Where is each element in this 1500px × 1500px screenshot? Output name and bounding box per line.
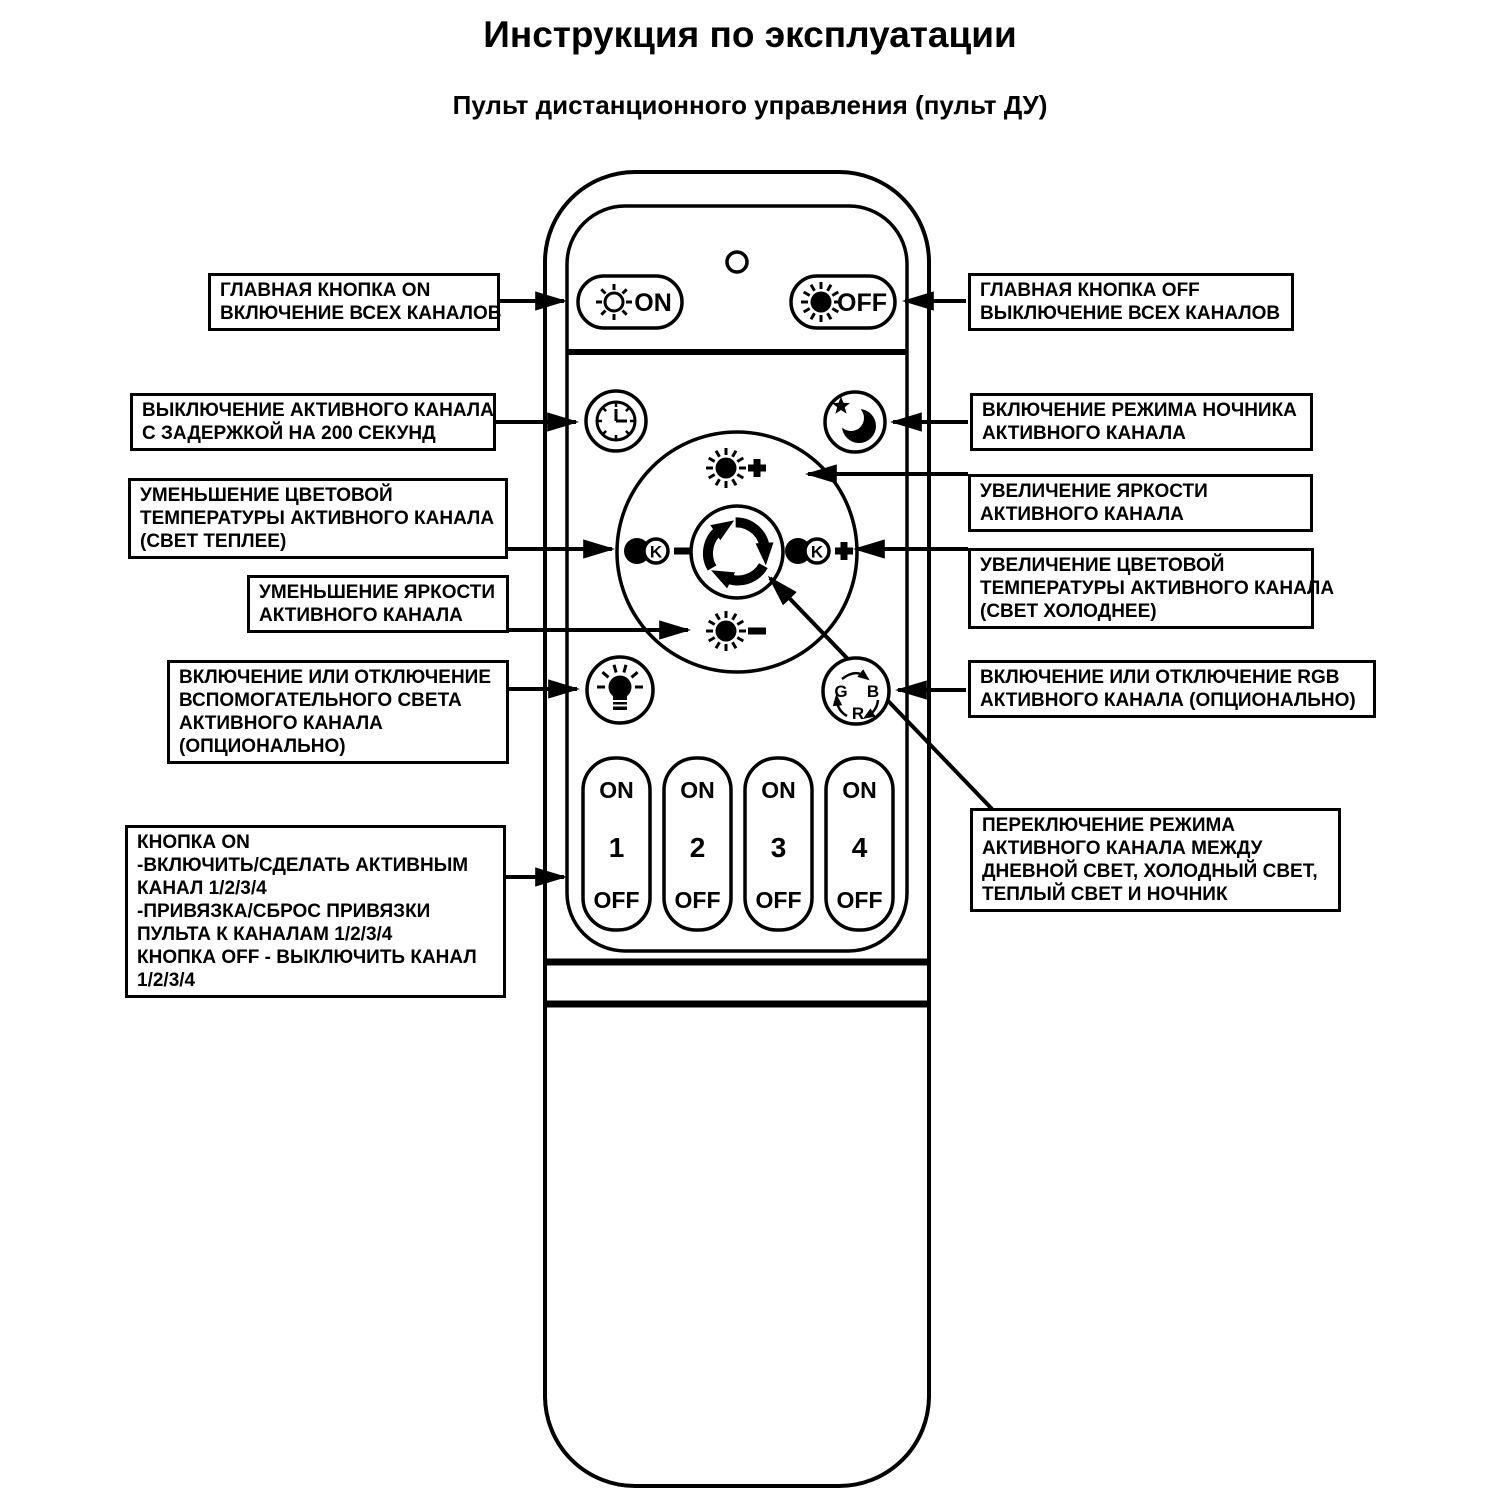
channel-2-on-label: ON — [680, 777, 715, 803]
callout-line: ТЕМПЕРАТУРЫ АКТИВНОГО КАНАЛА — [140, 508, 495, 529]
mode-cycle-button — [691, 506, 783, 598]
channel-button-3 — [745, 758, 812, 930]
kelvin-letter: K — [649, 542, 663, 562]
rgb-r-label: R — [851, 704, 865, 723]
callout-line: КНОПКА OFF - ВЫКЛЮЧИТЬ КАНАЛ — [137, 947, 477, 968]
channel-3-number: 3 — [770, 832, 787, 863]
channel-button-1 — [583, 758, 650, 930]
callout-brightness-down — [247, 575, 509, 633]
callout-line: УМЕНЬШЕНИЕ ЦВЕТОВОЙ — [140, 485, 393, 506]
channel-1-number: 1 — [608, 832, 625, 863]
callout-line: -ПРИВЯЗКА/СБРОС ПРИВЯЗКИ — [137, 901, 431, 922]
callout-main-on — [208, 273, 500, 331]
rgb-button — [823, 658, 889, 724]
callout-line: АКТИВНОГО КАНАЛА — [982, 423, 1186, 444]
callout-line: ВЫКЛЮЧЕНИЕ АКТИВНОГО КАНАЛА — [142, 400, 494, 421]
callout-line: ВЫКЛЮЧЕНИЕ ВСЕХ КАНАЛОВ — [980, 303, 1281, 324]
channel-4-on-label: ON — [842, 777, 877, 803]
sun-outline-icon — [596, 284, 632, 320]
channel-button-2 — [664, 758, 731, 930]
callout-line: (СВЕТ ТЕПЛЕЕ) — [140, 531, 287, 552]
clock-icon — [597, 402, 635, 440]
callout-line: КАНАЛ 1/2/3/4 — [137, 878, 267, 899]
callout-line: (СВЕТ ХОЛОДНЕЕ) — [980, 601, 1157, 622]
main-on-button — [578, 276, 682, 328]
callout-temp-down — [128, 478, 508, 559]
callout-line: 1/2/3/4 — [137, 970, 196, 991]
delay-off-button — [586, 391, 646, 451]
callout-line: УВЕЛИЧЕНИЕ ЦВЕТОВОЙ — [980, 555, 1225, 576]
callout-main-off — [968, 273, 1294, 331]
callout-line: ГЛАВНАЯ КНОПКА OFF — [980, 280, 1200, 301]
main-on-label: ON — [634, 289, 672, 317]
rgb-b-label: B — [866, 682, 880, 701]
callout-line: УВЕЛИЧЕНИЕ ЯРКОСТИ — [980, 481, 1208, 502]
callout-line: УМЕНЬШЕНИЕ ЯРКОСТИ — [259, 582, 496, 603]
kelvin-letter: K — [810, 542, 824, 562]
callout-line: ВКЛЮЧЕНИЕ ИЛИ ОТКЛЮЧЕНИЕ — [179, 667, 491, 688]
aux-light-button — [587, 657, 653, 723]
callout-line: ПЕРЕКЛЮЧЕНИЕ РЕЖИМА — [982, 815, 1236, 836]
page-title: Инструкция по эксплуатации — [483, 14, 1017, 55]
callout-line: АКТИВНОГО КАНАЛА МЕЖДУ — [982, 838, 1263, 859]
callout-line: ГЛАВНАЯ КНОПКА ON — [220, 280, 431, 301]
callout-line: ТЕМПЕРАТУРЫ АКТИВНОГО КАНАЛА — [980, 578, 1335, 599]
channel-1-off-label: OFF — [593, 887, 640, 913]
callout-line: КНОПКА ON — [137, 832, 250, 853]
callout-line: ВКЛЮЧЕНИЕ ИЛИ ОТКЛЮЧЕНИЕ RGB — [980, 667, 1340, 688]
callout-line: ВСПОМОГАТЕЛЬНОГО СВЕТА — [179, 690, 462, 711]
callout-line: АКТИВНОГО КАНАЛА — [980, 504, 1184, 525]
callout-mode-switch — [970, 808, 1341, 912]
callout-channel-on-off — [125, 825, 506, 998]
channel-2-number: 2 — [689, 832, 706, 863]
callout-delay-off — [130, 393, 496, 451]
channel-button-4 — [826, 758, 893, 930]
callout-line: АКТИВНОГО КАНАЛА — [259, 605, 463, 626]
callout-aux-light — [167, 660, 509, 764]
callout-line: (ОПЦИОНАЛЬНО) — [179, 736, 346, 757]
channel-1-on-label: ON — [599, 777, 634, 803]
callout-night-mode — [970, 393, 1313, 451]
callout-rgb — [968, 660, 1376, 718]
callout-line: -ВКЛЮЧИТЬ/СДЕЛАТЬ АКТИВНЫМ — [137, 855, 469, 876]
callout-line: ТЕПЛЫЙ СВЕТ И НОЧНИК — [982, 884, 1228, 905]
night-mode-button — [825, 392, 885, 452]
callout-line: ДНЕВНОЙ СВЕТ, ХОЛОДНЫЙ СВЕТ, — [982, 861, 1318, 882]
main-off-button — [791, 276, 895, 328]
callout-line: С ЗАДЕРЖКОЙ НА 200 СЕКУНД — [142, 423, 436, 444]
control-pad — [617, 432, 857, 672]
callout-line: АКТИВНОГО КАНАЛА (ОПЦИОНАЛЬНО) — [980, 690, 1356, 711]
channel-3-on-label: ON — [761, 777, 796, 803]
channel-2-off-label: OFF — [674, 887, 721, 913]
callout-line: ВКЛЮЧЕНИЕ ВСЕХ КАНАЛОВ — [220, 303, 502, 324]
channel-4-off-label: OFF — [836, 887, 883, 913]
main-off-label: OFF — [837, 289, 887, 317]
channel-3-off-label: OFF — [755, 887, 802, 913]
page-subtitle: Пульт дистанционного управления (пульт ДУ) — [452, 90, 1048, 120]
callout-line: АКТИВНОГО КАНАЛА — [179, 713, 383, 734]
ir-led — [727, 252, 747, 272]
callout-brightness-up — [968, 474, 1313, 532]
callout-temp-up — [968, 548, 1335, 629]
rgb-g-label: G — [834, 682, 848, 701]
channel-4-number: 4 — [851, 832, 868, 863]
callout-line: ВКЛЮЧЕНИЕ РЕЖИМА НОЧНИКА — [982, 400, 1297, 421]
callout-line: ПУЛЬТА К КАНАЛАМ 1/2/3/4 — [137, 924, 393, 945]
